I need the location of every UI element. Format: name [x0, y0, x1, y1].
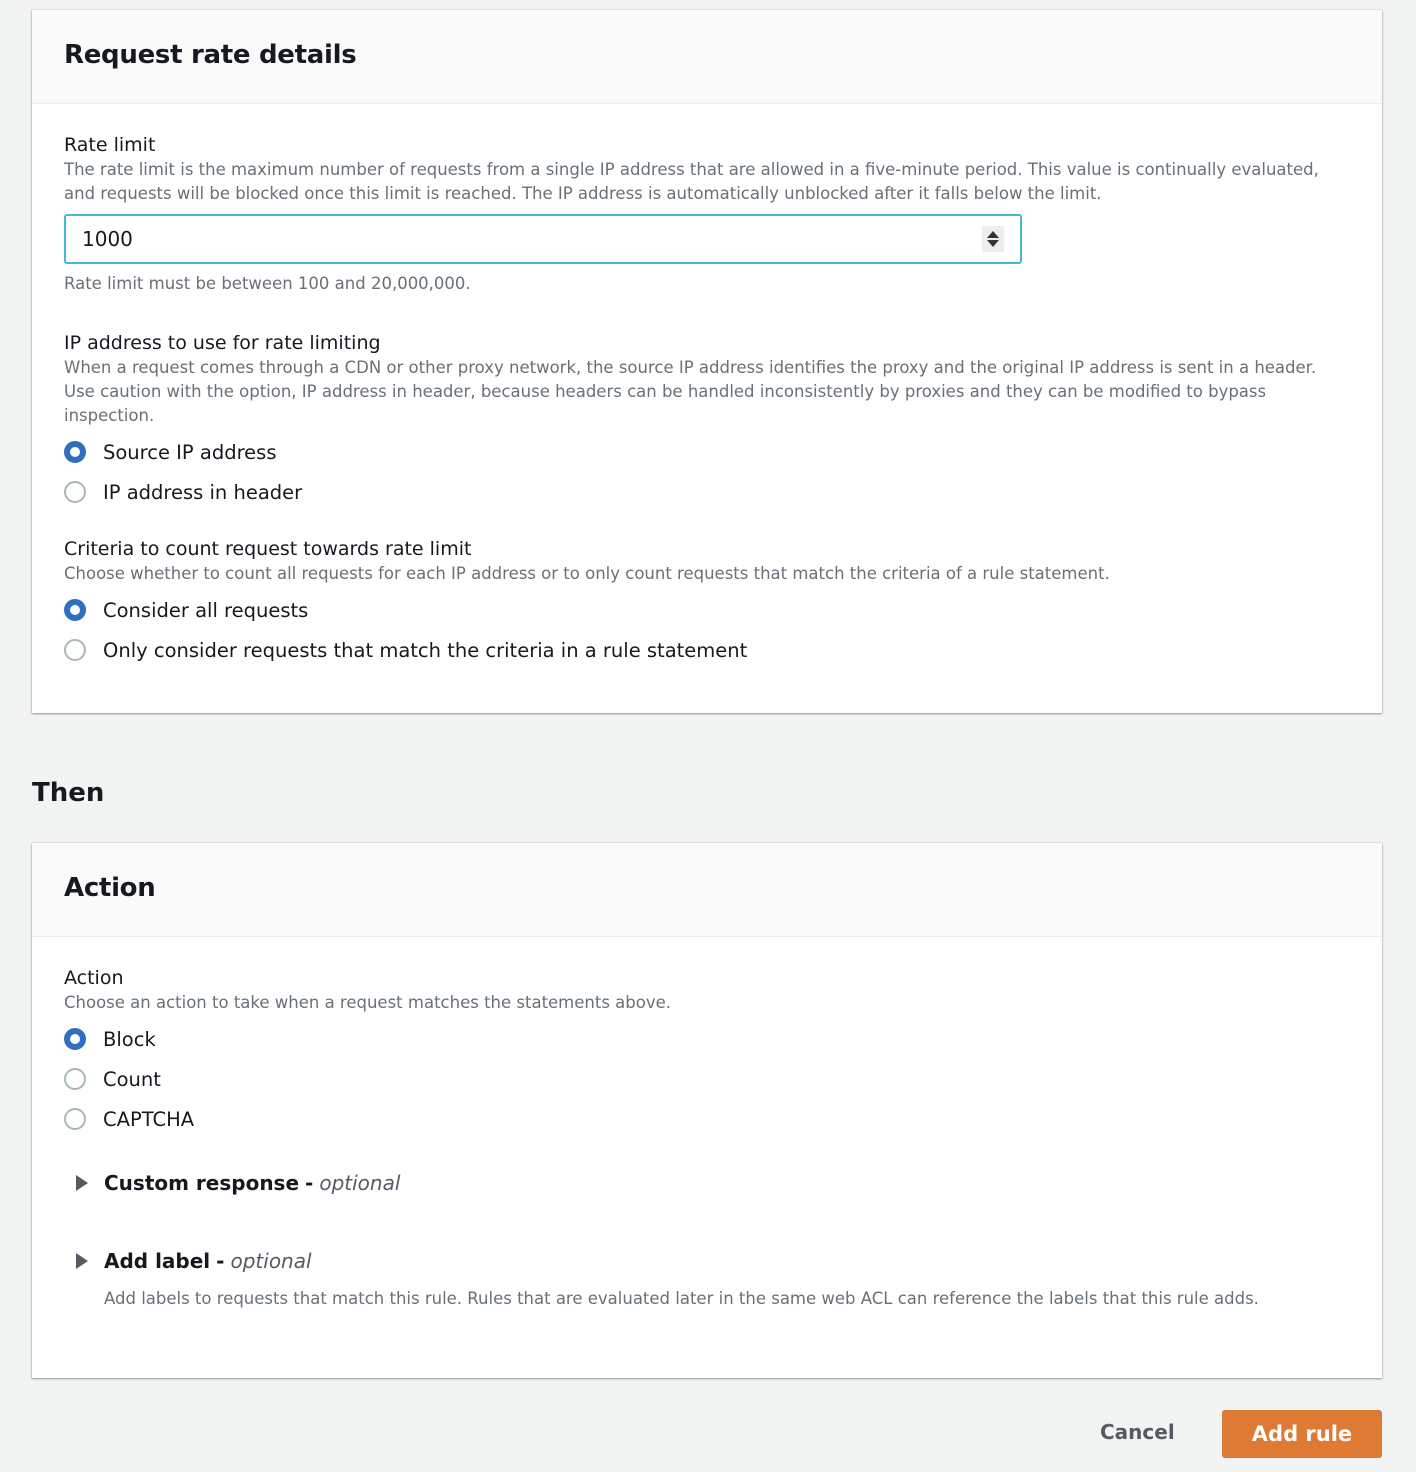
add-label-expander[interactable] — [76, 1249, 1350, 1273]
request-rate-details-panel — [32, 10, 1382, 713]
optional-tag: optional — [319, 1171, 401, 1195]
rate-limit-description: The rate limit is the maximum number of requests from a single IP address that are allowed in a five-minute period. This value is continually evaluated, and requests will be blocked once this limit is reached. The IP address is automatically unblocked after it falls below the limit. — [64, 160, 1319, 203]
radio-label: CAPTCHA — [103, 1107, 195, 1131]
action-panel — [32, 843, 1382, 1378]
caret-right-icon — [76, 1253, 88, 1269]
radio-label: Block — [103, 1027, 156, 1051]
number-stepper-icon[interactable] — [982, 226, 1004, 252]
radio-selected-icon — [64, 1028, 86, 1050]
panel-title: Action — [64, 873, 156, 903]
rate-limit-input[interactable] — [64, 214, 1022, 264]
ip-description: When a request comes through a CDN or other proxy network, the source IP address identifies the proxy and the original IP address is sent in a header. Use caution with the option, IP address in header, because headers can be handled inconsistently by proxies and they can be modified to bypass inspection. — [64, 358, 1317, 425]
radio-block[interactable] — [64, 1019, 1350, 1059]
radio-label: Only consider requests that match the criteria in a rule statement — [103, 638, 748, 662]
rate-limit-label: Rate limit — [64, 134, 156, 156]
radio-only-matching[interactable] — [64, 630, 1350, 670]
radio-unselected-icon — [64, 1108, 86, 1130]
panel-title: Request rate details — [64, 40, 357, 70]
ip-label: IP address to use for rate limiting — [64, 332, 381, 354]
action-label: Action — [64, 967, 124, 989]
add-label-description: Add labels to requests that match this rule. Rules that are evaluated later in the same web ACL can reference the labels that this rule adds. — [104, 1289, 1259, 1308]
radio-captcha[interactable] — [64, 1099, 1350, 1139]
radio-selected-icon — [64, 599, 86, 621]
radio-ip-in-header[interactable] — [64, 472, 1350, 512]
radio-count[interactable] — [64, 1059, 1350, 1099]
optional-tag: optional — [230, 1249, 312, 1273]
radio-label: IP address in header — [103, 480, 303, 504]
radio-unselected-icon — [64, 639, 86, 661]
custom-response-expander[interactable] — [76, 1171, 1350, 1195]
cancel-button[interactable]: Cancel — [1100, 1420, 1175, 1444]
radio-selected-icon — [64, 441, 86, 463]
action-description: Choose an action to take when a request matches the statements above. — [64, 993, 672, 1012]
radio-label: Consider all requests — [103, 598, 309, 622]
expander-label: Add label — [104, 1249, 211, 1273]
rate-limit-value: 1000 — [82, 227, 133, 251]
radio-label: Source IP address — [103, 440, 277, 464]
criteria-label: Criteria to count request towards rate limit — [64, 538, 472, 560]
separator: - — [305, 1171, 314, 1195]
radio-unselected-icon — [64, 481, 86, 503]
expander-label: Custom response — [104, 1171, 300, 1195]
radio-label: Count — [103, 1067, 161, 1091]
separator: - — [216, 1249, 225, 1273]
radio-unselected-icon — [64, 1068, 86, 1090]
caret-right-icon — [76, 1175, 88, 1191]
add-rule-button[interactable]: Add rule — [1222, 1410, 1382, 1458]
criteria-description: Choose whether to count all requests for each IP address or to only count requests that match the criteria of a rule statement. — [64, 564, 1110, 583]
radio-source-ip[interactable] — [64, 432, 1350, 472]
rate-limit-hint: Rate limit must be between 100 and 20,000,000. — [64, 274, 471, 293]
then-heading: Then — [32, 778, 105, 808]
radio-consider-all[interactable] — [64, 590, 1350, 630]
